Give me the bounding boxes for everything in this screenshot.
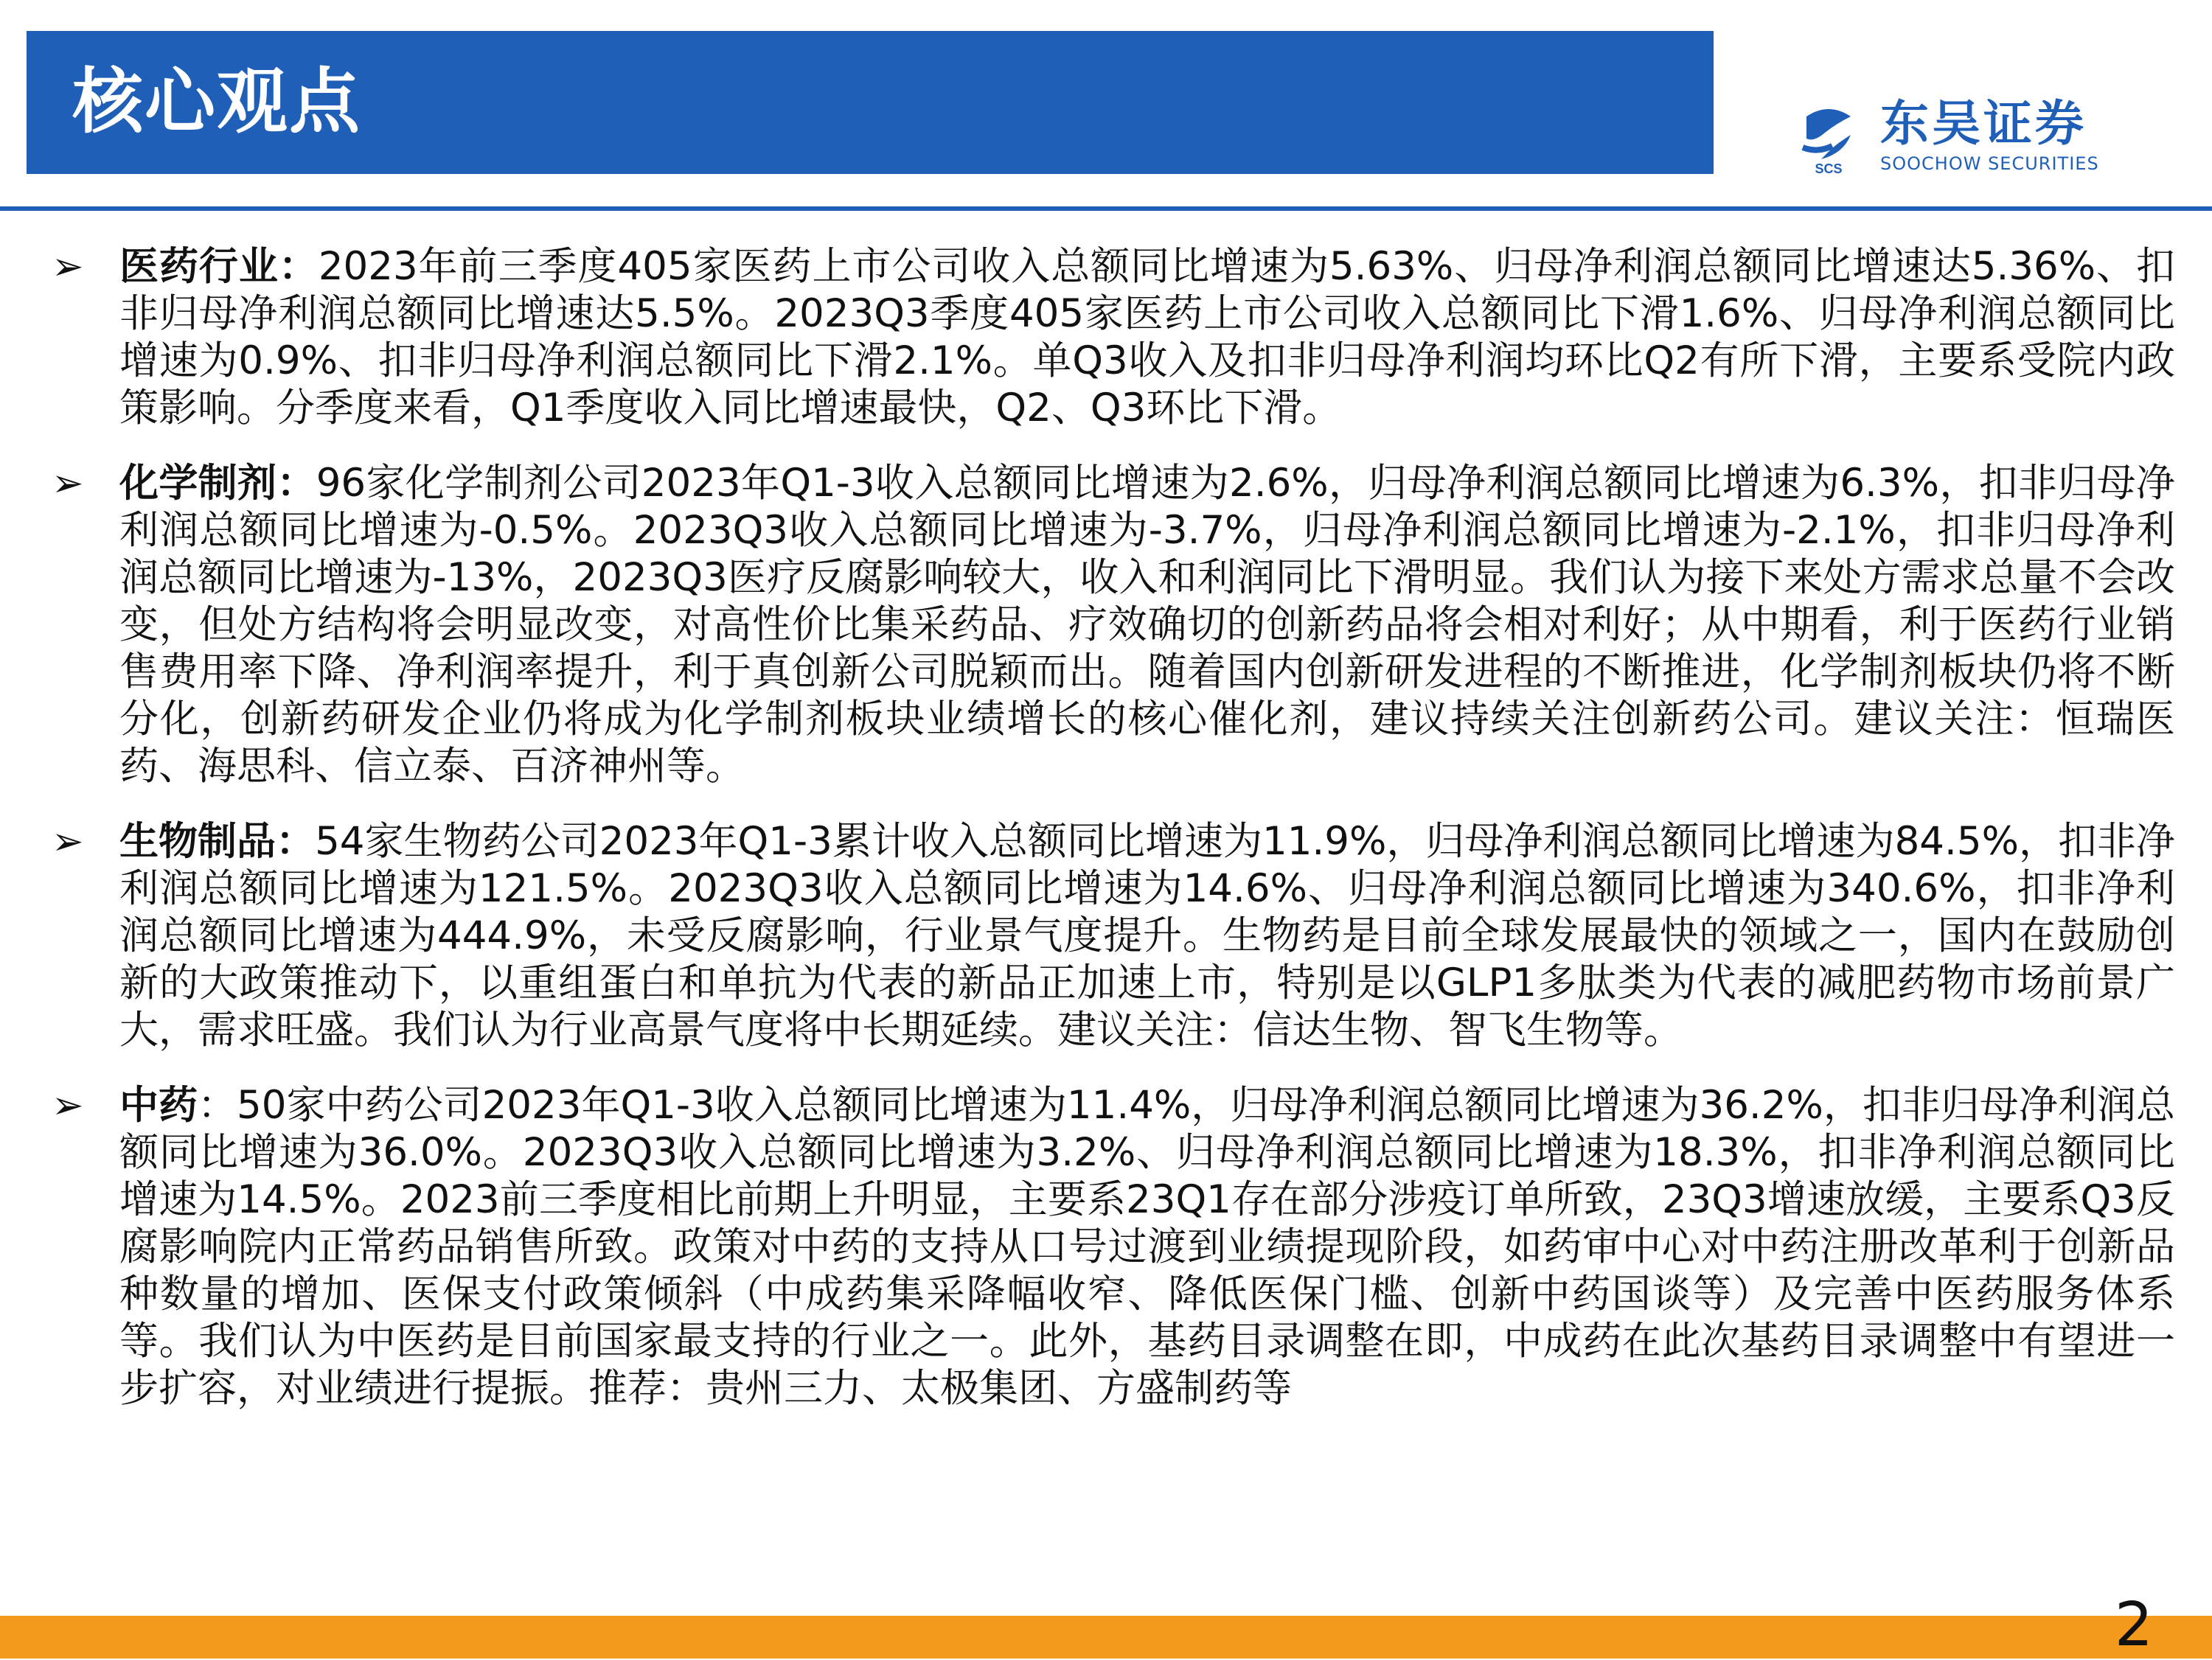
list-item xyxy=(52,460,2175,790)
item-label: 化学制剂 xyxy=(119,461,277,506)
item-label-sep: ： xyxy=(276,461,316,506)
company-logo xyxy=(1784,96,2197,177)
title-bar xyxy=(27,31,1714,174)
logo-name-en: SOOCHOW SECURITIES xyxy=(1880,153,2099,174)
header-divider xyxy=(0,206,2212,211)
soochow-logo-icon xyxy=(1792,102,1865,175)
list-item xyxy=(52,243,2175,432)
list-item-text xyxy=(119,1082,2175,1412)
item-label-sep: ： xyxy=(276,819,316,864)
list-item xyxy=(52,818,2175,1054)
arrow-bullet-icon: ➢ xyxy=(52,245,84,289)
page-title: 核心观点 xyxy=(72,60,361,143)
list-item-text xyxy=(119,818,2175,1054)
list-item xyxy=(52,1082,2175,1412)
item-label-sep: ： xyxy=(198,1083,237,1128)
item-body: 54家生物药公司2023年Q1-3累计收入总额同比增速为11.9%，归母净利润总额同比增速为84.5%，扣非净利润总额同比增速为121.5%。2023Q3收入总额同比增速为14.6%、归母净利润总额同比增速为340.6%，扣非净利润总额同比增速为444.9%，未受反腐影响，行业景气度提升。生物药是目前全球发展最快的领域之一，国内在鼓励创新的大政策推动下，以重组蛋白和单抗为代表的新品正加速上市，特别是以GLP1多肽类为代表的减肥药物市场前景广大，需求旺盛。我们认为行业高景气度将中长期延续。建议关注：信达生物、智飞生物等。 xyxy=(119,819,2175,1053)
list-item-text xyxy=(119,460,2175,790)
item-label: 中药 xyxy=(119,1083,198,1128)
logo-name-cn: 东吴证券 xyxy=(1880,95,2087,152)
item-label: 生物制品 xyxy=(119,819,276,864)
arrow-bullet-icon: ➢ xyxy=(52,820,84,864)
item-body: 50家中药公司2023年Q1-3收入总额同比增速为11.4%，归母净利润总额同比增速为36.2%，扣非归母净利润总额同比增速为36.0%。2023Q3收入总额同比增速为3.2%、归母净利润总额同比增速为18.3%，扣非净利润总额同比增速为14.5%。2023前三季度相比前期上升明显，主要系23Q1存在部分涉疫订单所致，23Q3增速放缓，主要系Q3反腐影响院内正常药品销售所致。政策对中药的支持从口号过渡到业绩提现阶段，如药审中心对中药注册改革利于创新品种数量的增加、医保支付政策倾斜（中成药集采降幅收窄、降低医保门槛、创新中药国谈等）及完善中医药服务体系等。我们认为中医药是目前国家最支持的行业之一。此外，基药目录调整在即，中成药在此次基药目录调整中有望进一步扩容，对业绩进行提振。推荐：贵州三力、太极集团、方盛制药等 xyxy=(119,1083,2175,1411)
item-label: 医药行业 xyxy=(119,244,279,289)
footer-bar xyxy=(0,1616,2212,1659)
item-label-sep: ： xyxy=(278,244,319,289)
list-item-text xyxy=(119,243,2175,432)
item-body: 96家化学制剂公司2023年Q1-3收入总额同比增速为2.6%，归母净利润总额同比增速为6.3%，扣非归母净利润总额同比增速为-0.5%。2023Q3收入总额同比增速为-3.7%，归母净利润总额同比增速为-2.1%，扣非归母净利润总额同比增速为-13%，2023Q3医疗反腐影响较大，收入和利润同比下滑明显。我们认为接下来处方需求总量不会改变，但处方结构将会明显改变，对高性价比集采药品、疗效确切的创新药品将会相对利好；从中期看，利于医药行业销售费用率下降、净利润率提升，利于真创新公司脱颖而出。随着国内创新研发进程的不断推进，化学制剂板块仍将不断分化，创新药研发企业仍将成为化学制剂板块业绩增长的核心催化剂，建议持续关注创新药公司。建议关注：恒瑞医药、海思科、信立泰、百济神州等。 xyxy=(119,461,2176,789)
logo-abbr: SCS xyxy=(1815,161,1843,175)
item-body: 2023年前三季度405家医药上市公司收入总额同比增速为5.63%、归母净利润总额同比增速达5.36%、扣非归母净利润总额同比增速达5.5%。2023Q3季度405家医药上市公司收入总额同比下滑1.6%、归母净利润总额同比增速为0.9%、扣非归母净利润总额同比下滑2.1%。单Q3收入及扣非归母净利润均环比Q2有所下滑，主要系受院内政策影响。分季度来看，Q1季度收入同比增速最快，Q2、Q3环比下滑。 xyxy=(119,244,2176,430)
arrow-bullet-icon: ➢ xyxy=(52,1084,84,1128)
key-points-list xyxy=(52,243,2175,1412)
page-number: 2 xyxy=(2114,1590,2153,1660)
arrow-bullet-icon: ➢ xyxy=(52,461,84,506)
